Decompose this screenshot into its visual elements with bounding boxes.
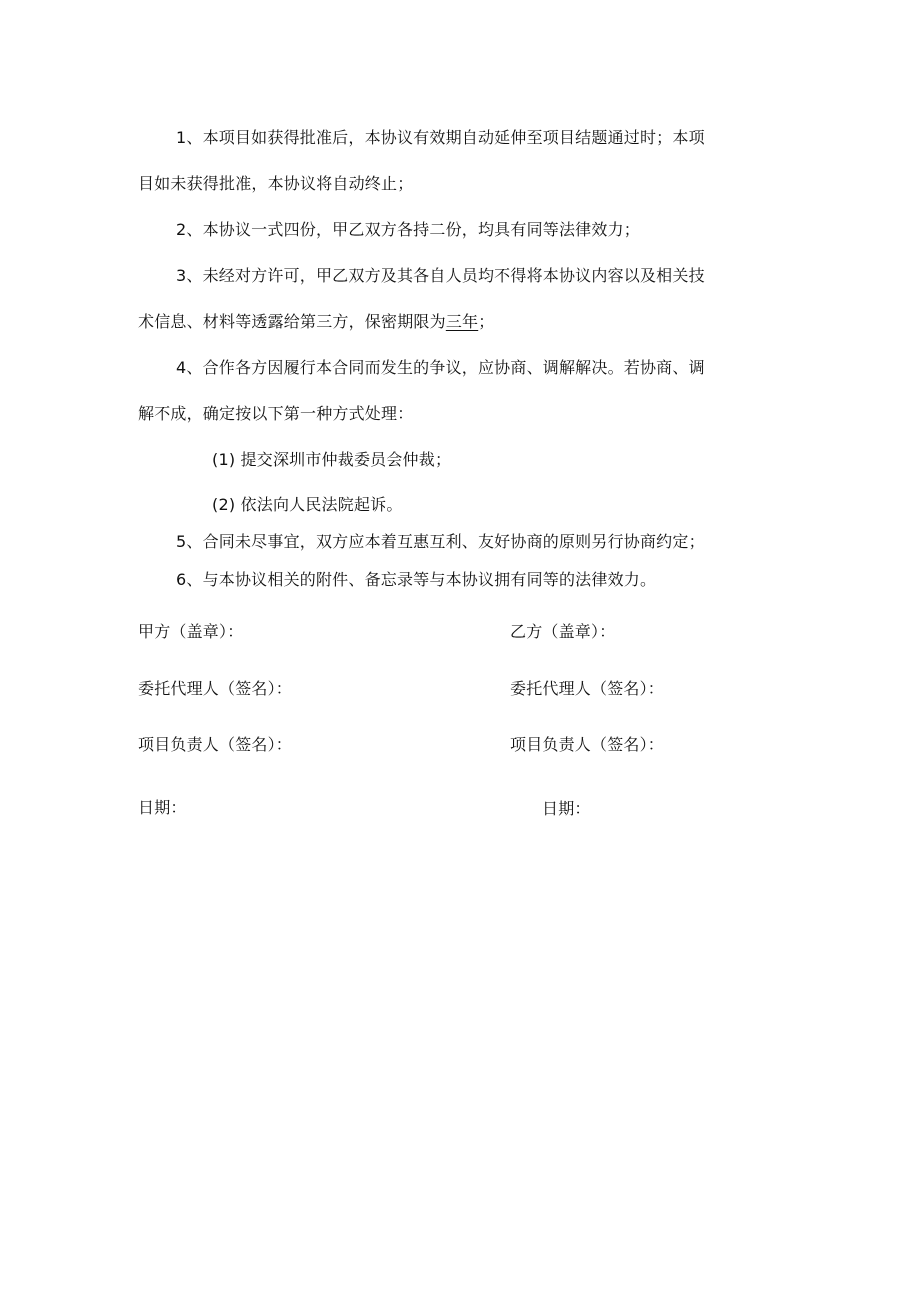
confidentiality-term: 三年 [445,312,479,331]
clause-4-line-1: 4、合作各方因履行本合同而发生的争议，应协商、调解解决。若协商、调 [176,358,705,377]
clause-4-option-2: (2) 依法向人民法院起诉。 [212,495,403,514]
party-a-seal-label: 甲方（盖章）： [138,622,244,641]
clause-3-line-1: 3、未经对方许可，甲乙双方及其各自人员均不得将本协议内容以及相关技 [176,266,705,285]
clause-5: 5、合同未尽事宜，双方应本着互惠互利、友好协商的原则另行协商约定； [176,532,705,551]
party-b-leader-label: 项目负责人（签名）： [510,735,665,754]
party-b-seal-label: 乙方（盖章）： [510,622,616,641]
clause-3-end: ； [478,312,495,331]
clause-3-line-2 [138,312,494,332]
clause-1-line-1: 1、本项目如获得批准后，本协议有效期自动延伸至项目结题通过时；本项 [176,128,705,147]
party-b-agent-label: 委托代理人（签名）： [510,679,665,698]
party-b-date-label: 日期： [542,799,591,818]
clause-2: 2、本协议一式四份，甲乙双方各持二份，均具有同等法律效力； [176,220,640,239]
clause-4-option-1: (1) 提交深圳市仲裁委员会仲裁； [212,450,452,469]
party-a-agent-label: 委托代理人（签名）： [138,679,293,698]
party-a-date-label: 日期： [138,798,187,817]
party-a-leader-label: 项目负责人（签名）： [138,735,293,754]
clause-6: 6、与本协议相关的附件、备忘录等与本协议拥有同等的法律效力。 [176,570,657,589]
clause-3-text: 术信息、材料等透露给第三方，保密期限为 [138,312,446,331]
clause-1-line-2: 目如未获得批准，本协议将自动终止； [138,174,414,193]
clause-4-line-2: 解不成，确定按以下第一种方式处理： [138,404,414,423]
